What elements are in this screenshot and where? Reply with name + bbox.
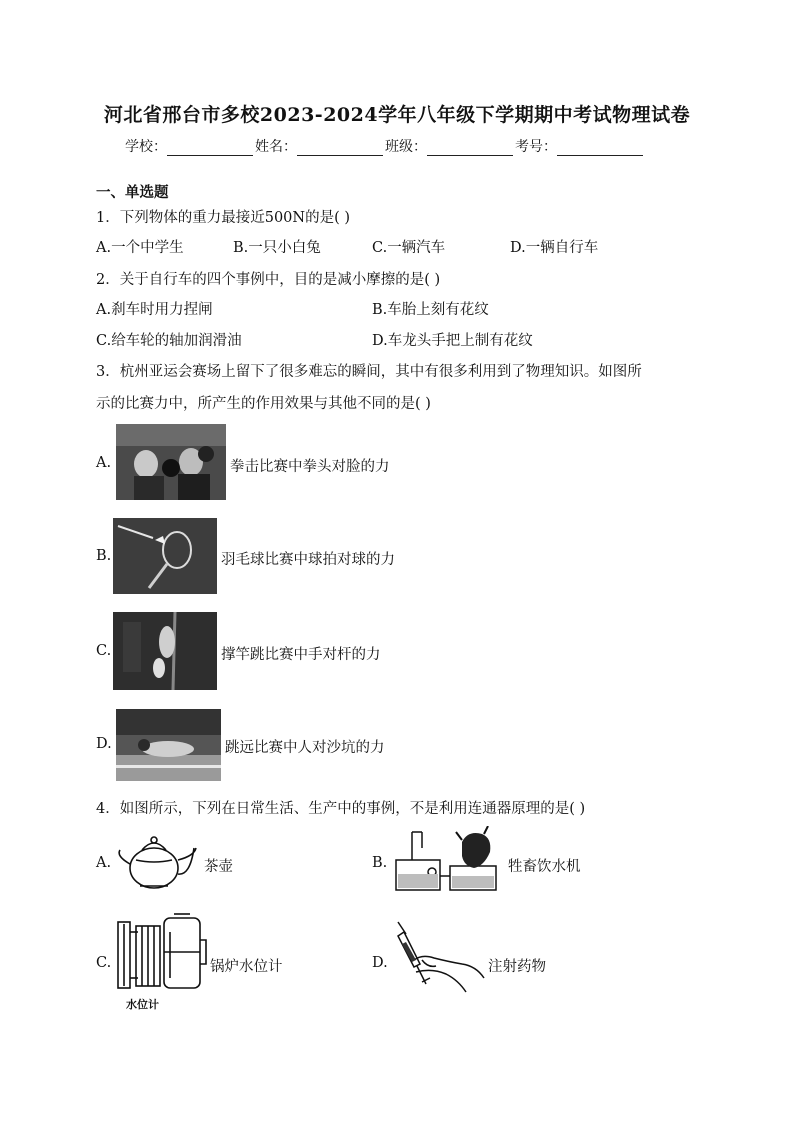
question-4 bbox=[96, 797, 585, 818]
boiler-gauge-illustration bbox=[114, 912, 210, 1010]
question-number: 3． bbox=[96, 364, 120, 380]
q2-option-c[interactable]: C.给车轮的轴加润滑油 bbox=[96, 333, 242, 349]
section-heading: 一、单选题 bbox=[96, 184, 169, 201]
exam-number-field[interactable] bbox=[557, 141, 643, 156]
q3-option-b-letter[interactable]: B. bbox=[96, 548, 112, 564]
class-label: 班级： bbox=[385, 139, 427, 155]
teapot-illustration bbox=[114, 830, 200, 892]
question-3-line2: 示的比赛力中，所产生的作用效果与其他不同的是( ) bbox=[96, 396, 431, 412]
q4-option-b-caption[interactable]: 牲畜饮水机 bbox=[508, 859, 581, 875]
question-3 bbox=[96, 360, 642, 381]
q2-option-b[interactable]: B.车胎上刻有花纹 bbox=[372, 302, 489, 318]
q3-option-c-letter[interactable]: C. bbox=[96, 643, 112, 659]
water-gauge-label: 水位计 bbox=[126, 998, 159, 1011]
exam-number-label: 考号： bbox=[515, 139, 557, 155]
badminton-photo bbox=[113, 518, 217, 594]
livestock-waterer-illustration bbox=[392, 826, 502, 894]
question-stem-line1: 杭州亚运会赛场上留下了很多难忘的瞬间，其中有很多利用到了物理知识。如图所 bbox=[119, 364, 642, 380]
question-number: 1． bbox=[96, 210, 120, 226]
school-field[interactable] bbox=[167, 141, 253, 156]
q1-option-d[interactable]: D.一辆自行车 bbox=[510, 240, 599, 256]
boxing-photo bbox=[116, 424, 226, 500]
syringe-illustration bbox=[392, 920, 486, 998]
question-number: 2． bbox=[96, 272, 120, 288]
q4-option-a-letter[interactable]: A. bbox=[96, 855, 112, 871]
q2-option-d[interactable]: D.车龙头手把上制有花纹 bbox=[372, 333, 533, 349]
pole-vault-photo bbox=[113, 612, 217, 690]
question-stem: 如图所示，下列在日常生活、生产中的事例，不是利用连通器原理的是( ) bbox=[119, 801, 586, 817]
school-label: 学校： bbox=[125, 139, 167, 155]
q1-option-c[interactable]: C.一辆汽车 bbox=[372, 240, 446, 256]
page-title: 河北省邢台市多校2023-2024学年八年级下学期期中考试物理试卷 bbox=[103, 104, 691, 126]
name-label: 姓名： bbox=[255, 139, 297, 155]
q3-option-c-caption[interactable]: 撑竿跳比赛中手对杆的力 bbox=[221, 647, 381, 663]
question-stem: 关于自行车的四个事例中，目的是减小摩擦的是( ) bbox=[119, 272, 441, 288]
question-number: 4． bbox=[96, 801, 120, 817]
long-jump-photo bbox=[116, 709, 221, 781]
q4-option-d-letter[interactable]: D. bbox=[372, 955, 388, 971]
q1-option-b[interactable]: B.一只小白兔 bbox=[233, 240, 321, 256]
q3-option-b-caption[interactable]: 羽毛球比赛中球拍对球的力 bbox=[221, 552, 395, 568]
q3-option-d-letter[interactable]: D. bbox=[96, 736, 112, 752]
question-stem: 下列物体的重力最接近500N的是( ) bbox=[119, 210, 351, 226]
q4-option-c-caption[interactable]: 锅炉水位计 bbox=[210, 959, 283, 975]
q4-option-c-letter[interactable]: C. bbox=[96, 955, 112, 971]
q1-option-a[interactable]: A.一个中学生 bbox=[96, 240, 184, 256]
question-1 bbox=[96, 206, 350, 227]
q4-option-d-caption[interactable]: 注射药物 bbox=[488, 959, 546, 975]
q3-option-a-letter[interactable]: A. bbox=[96, 455, 112, 471]
name-field[interactable] bbox=[297, 141, 383, 156]
q3-option-a-caption[interactable]: 拳击比赛中拳头对脸的力 bbox=[230, 459, 390, 475]
q2-option-a[interactable]: A.刹车时用力捏闸 bbox=[96, 302, 213, 318]
q3-option-d-caption[interactable]: 跳远比赛中人对沙坑的力 bbox=[225, 740, 385, 756]
class-field[interactable] bbox=[427, 141, 513, 156]
question-2 bbox=[96, 268, 440, 289]
q4-option-a-caption[interactable]: 茶壶 bbox=[204, 859, 233, 875]
q4-option-b-letter[interactable]: B. bbox=[372, 855, 388, 871]
student-info-line bbox=[125, 136, 645, 156]
